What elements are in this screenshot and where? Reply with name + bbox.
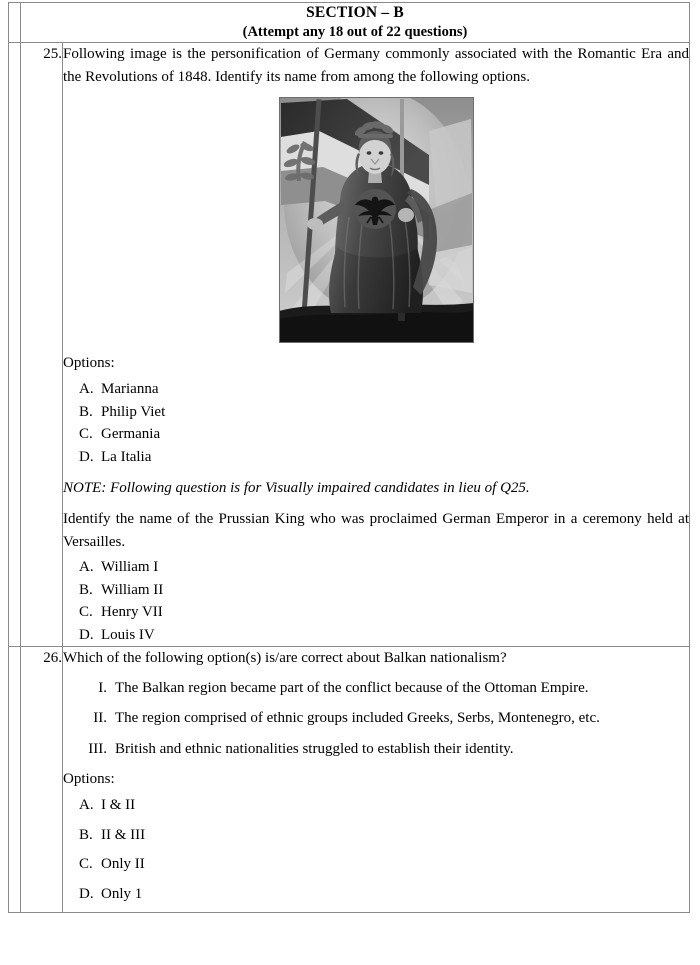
question-body-26: [63, 647, 690, 913]
statement-item-iii: [63, 738, 689, 761]
section-title: SECTION – B: [306, 4, 404, 21]
option-text: Only II: [101, 856, 145, 873]
statement-item-ii: [63, 707, 689, 730]
alternate-options-list-25: [63, 556, 689, 646]
section-header-row: [9, 3, 690, 43]
option-item-b[interactable]: [63, 401, 689, 424]
option-text: William I: [101, 559, 159, 576]
statement-item-i: [63, 677, 689, 700]
option-text: Henry VII: [101, 604, 163, 621]
option-item-a[interactable]: [63, 794, 689, 817]
germania-painting-image: [279, 97, 474, 343]
option-letter: C.: [79, 856, 93, 873]
question-row-26: [9, 647, 690, 913]
option-letter: A.: [79, 797, 94, 814]
header-blank-cell: [9, 3, 21, 43]
statement-numeral: I.: [98, 679, 107, 696]
alt-option-item-b[interactable]: [63, 579, 689, 602]
statement-text: British and ethnic nationalities struggled to establish their identity.: [115, 740, 514, 757]
question-row-25: [9, 42, 690, 647]
options-label-26: Options:: [63, 771, 115, 787]
option-item-a[interactable]: [63, 378, 689, 401]
option-text: La Italia: [101, 448, 152, 465]
q26-blank-cell: [9, 647, 21, 913]
option-letter: D.: [79, 448, 94, 465]
option-text: Louis IV: [101, 626, 155, 643]
options-list-25: [63, 378, 689, 468]
question-stem-26: Which of the following option(s) is/are correct about Balkan nationalism?: [63, 650, 507, 667]
option-item-c[interactable]: [63, 853, 689, 876]
q25-blank-cell: [9, 42, 21, 647]
option-text: II & III: [101, 826, 146, 843]
option-text: I & II: [101, 797, 136, 814]
statement-numeral: II.: [93, 710, 107, 726]
option-letter: A.: [79, 559, 94, 576]
option-item-b[interactable]: [63, 824, 689, 847]
option-letter: B.: [79, 581, 93, 598]
option-letter: A.: [79, 381, 94, 398]
section-subtitle: (Attempt any 18 out of 22 questions): [242, 24, 468, 41]
exam-question-table: [8, 2, 690, 913]
options-list-26: [63, 794, 689, 905]
visually-impaired-note: NOTE: Following question is for Visually impaired candidates in lieu of Q25.: [63, 480, 530, 497]
statement-numeral: III.: [88, 740, 107, 757]
alt-option-item-d[interactable]: [63, 624, 689, 647]
statement-text: The Balkan region became part of the conflict because of the Ottoman Empire.: [115, 679, 589, 696]
option-text: Philip Viet: [101, 403, 166, 420]
options-label-25: Options:: [63, 355, 115, 371]
option-letter: D.: [79, 626, 94, 643]
option-item-d[interactable]: [63, 883, 689, 906]
option-letter: D.: [79, 885, 94, 902]
alternate-question-stem-25: Identify the name of the Prussian King who was proclaimed German Emperor in a ceremony held at Versailles.: [63, 510, 689, 550]
option-letter: B.: [79, 403, 93, 420]
section-header-cell: [21, 3, 690, 43]
option-letter: B.: [79, 826, 93, 843]
option-item-d[interactable]: [63, 446, 689, 469]
option-text: Only 1: [101, 885, 143, 902]
option-letter: C.: [79, 426, 93, 443]
alt-option-item-a[interactable]: [63, 556, 689, 579]
option-letter: C.: [79, 604, 93, 621]
option-item-c[interactable]: [63, 423, 689, 446]
statements-list-26: [63, 677, 689, 761]
question-body-25: [63, 42, 690, 647]
option-text: Germania: [101, 426, 161, 443]
figure-container-25: [63, 97, 689, 343]
option-text: Marianna: [101, 381, 159, 398]
option-text: William II: [101, 581, 164, 598]
alt-option-item-c[interactable]: [63, 601, 689, 624]
question-stem-25: Following image is the personification of Germany commonly associated with the Romantic Era and the Revolutions of 1848. Identify its name from among the following options.: [63, 45, 689, 85]
question-number-25: 25.: [21, 42, 63, 647]
question-number-26: 26.: [21, 647, 63, 913]
statement-text: The region comprised of ethnic groups included Greeks, Serbs, Montenegro, etc.: [115, 710, 600, 726]
